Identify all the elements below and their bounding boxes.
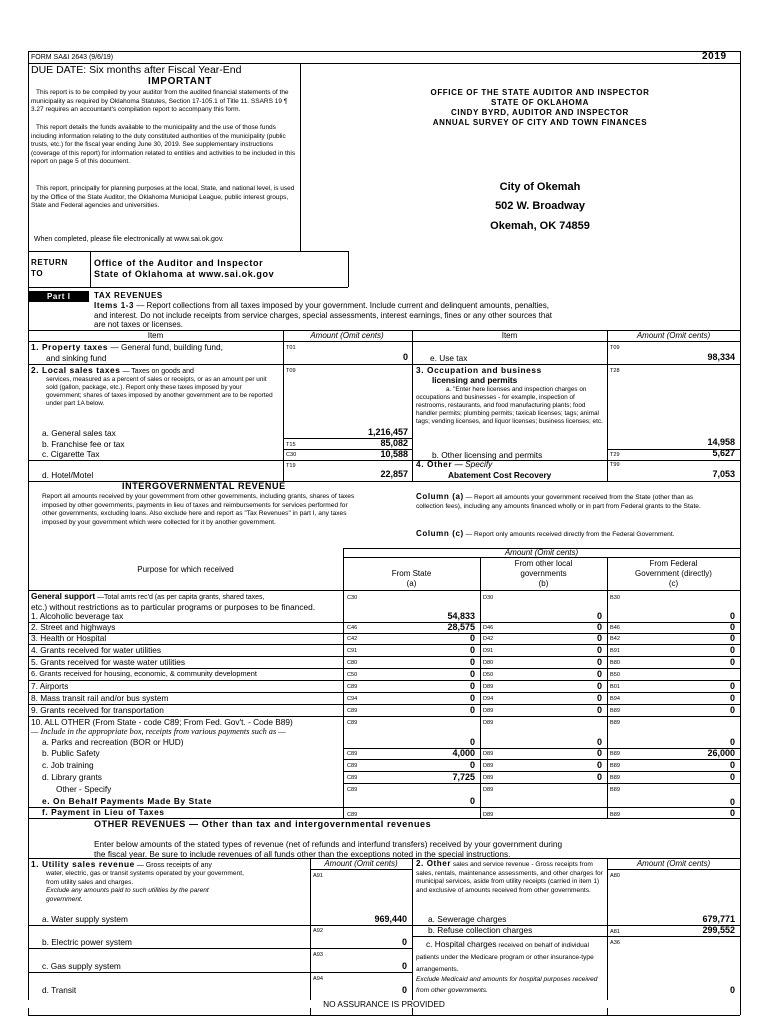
cigarette-label: c. Cigarette Tax [42, 449, 100, 459]
federal-value: 0 [729, 645, 735, 655]
federal-value: 0 [729, 657, 735, 667]
code-federal: B91 [610, 648, 620, 654]
gas-label: c. Gas supply system [42, 961, 121, 971]
federal-value: 0 [729, 760, 735, 770]
other-licenses-value: 5,627 [712, 448, 735, 458]
important-heading: IMPORTANT [148, 76, 213, 87]
no-assurance: NO ASSURANCE IS PROVIDED [28, 1000, 740, 1008]
code-federal: B89 [610, 708, 620, 714]
occupation-label-2: licensing and permits [432, 375, 518, 385]
local-value: 0 [596, 681, 602, 691]
code-d89: D89 [483, 812, 494, 818]
general-support-text: —Total amts rec'd (as per capita grants, shared taxes, [95, 594, 265, 601]
code-state: C50 [347, 672, 358, 678]
code-federal: B94 [610, 696, 620, 702]
intergov-desc: Report all amounts received by your government from other governments, including grants, shares of taxes imposed by other governments, payments in lieu of taxes and reimbursements for services performed for other governments, excluding loans. Also exclude here and report as "Tax Revenues" in part I, any taxes imposed by your government which were collected for it by another government. [42, 493, 355, 526]
local-value: 0 [596, 760, 602, 770]
hotel-label: d. Hotel/Motel [42, 470, 94, 480]
code-t19: T19 [286, 463, 296, 469]
code-local: D80 [483, 660, 494, 666]
use-tax-value: 98,334 [707, 352, 735, 362]
code-t15: T15 [286, 442, 296, 448]
col-c-head: Column (c) [416, 529, 464, 538]
rule [28, 948, 412, 949]
return-address-1: Office of the Auditor and Inspector [94, 258, 264, 268]
other-taxes-specify: — Specify [452, 459, 493, 469]
federal-value: 0 [729, 693, 735, 703]
code-d30: D30 [483, 595, 494, 601]
intergov-sub-label: b. Public Safety [42, 748, 100, 758]
local-value: 0 [596, 737, 602, 747]
state-value: 0 [469, 760, 475, 770]
property-taxes-value: 0 [402, 352, 408, 362]
state-value: 0 [469, 645, 475, 655]
col-amount: Amount (Omit cents) [636, 331, 711, 340]
instructions-3: This report, principally for planning purposes at the local, State, and national level, is used by the Office of the State Auditor, the Oklahoma Municipal League, public interest groups, State and Federal agencies and universities. [31, 185, 295, 210]
state-value: 0 [469, 633, 475, 643]
intergov-row-label: 9. Grants received for transportation [31, 705, 164, 715]
local-value: 0 [596, 705, 602, 715]
franchise-value: 85,082 [380, 438, 408, 448]
other-taxes-label: 4. Other [416, 459, 453, 469]
rule [310, 869, 412, 870]
gas-value: 0 [401, 961, 407, 971]
amount-head: Amount (Omit cents) [504, 548, 579, 557]
state-value: 0 [469, 681, 475, 691]
instructions-1: This report is to be compiled by your auditor from the audited financial statements of the municipality as required by Oklahoma Statutes, Section 17-105.1 of Title 11. SSARS 19 ¶ 3.27 requires an accountant's compilation report to accompany this form. [31, 89, 289, 114]
instructions-2: This report details the funds available to the municipality and the use of those funds including information relating to the duty constituted authorities of the municipality (public trusts, etc.) for the fiscal year ending June 30, 2019. See supplementary instructions (coverage of this report) for information related to entities and activities to be included in this report on page 5 of this document. [31, 124, 296, 166]
code-c89: C89 [347, 775, 358, 781]
from-fed-head-2: Government (directly) [635, 569, 712, 578]
items-text: — Report collections from all taxes imposed by your government. Include current and delinquent amounts, penalties, [134, 301, 549, 310]
col-c-text: — Report only amounts received directly from the Federal Government. [463, 531, 675, 538]
code-c30: C30 [347, 595, 358, 601]
intergov-row-label: 8. Mass transit rail and/or bus system [31, 693, 169, 703]
federal-value: 0 [729, 633, 735, 643]
rule [607, 869, 740, 870]
state-value: 0 [469, 737, 475, 747]
code-federal: B89 [610, 775, 620, 781]
items-text: are not taxes or licenses. [94, 320, 183, 329]
items-text: and interest. Do not include receipts from service charges, special assessments, interest earnings, fines or any other sources that [94, 311, 552, 320]
code-federal: B50 [610, 672, 620, 678]
franchise-label: b. Franchise fee or tax [42, 439, 125, 449]
code-a94: A94 [313, 976, 323, 982]
intergov-row-label: 4. Grants received for water utilities [31, 645, 162, 655]
occupation-desc: a. "Enter here licenses and inspection charges on occupations and businesses - for example, inspection of restrooms, restaurants, and food manufacturing plants; food handler permits; plumbing permits; taxicab licenses; tags; animal tags; vending licenses, and liquor licenses; business licenses; etc. [416, 386, 603, 425]
code-local: D89 [483, 775, 494, 781]
col-divider [412, 330, 413, 481]
utility-desc: water, electric, gas or transit systems operated by your government, from utility sales and charges. [46, 870, 244, 886]
abatement-value: 7,053 [712, 469, 735, 479]
rule [28, 330, 740, 331]
col-divider [310, 858, 311, 1015]
code-local: D50 [483, 672, 494, 678]
pilot-label: f. Payment in Lieu of Taxes [42, 807, 165, 817]
code-a92: A92 [313, 928, 323, 934]
local-value: 0 [596, 772, 602, 782]
code-t09: T09 [286, 368, 296, 374]
other-specify-label: Other - Specify [56, 784, 112, 794]
occupation-value: 14,958 [707, 437, 735, 447]
code-local: D89 [483, 751, 494, 757]
state-value: 28,575 [447, 622, 475, 632]
state-value: 0 [469, 669, 475, 679]
col-amount: Amount (Omit cents) [310, 331, 384, 340]
code-local: D89 [483, 708, 494, 714]
rule [28, 622, 740, 623]
federal-value: 0 [729, 622, 735, 632]
code-c89: C89 [347, 751, 358, 757]
code-a81: A81 [610, 929, 620, 935]
local-value: 0 [596, 693, 602, 703]
other-licenses-label: b. Other licensing and permits [432, 450, 543, 460]
local-value: 0 [596, 611, 602, 621]
federal-value: 0 [729, 681, 735, 691]
code-state: C46 [347, 625, 358, 631]
amount-head: Amount (Omit cents) [636, 859, 711, 868]
utility-text: — Gross receipts of any [134, 862, 212, 869]
from-fed-sub: (c) [668, 579, 679, 588]
federal-value: 0 [729, 772, 735, 782]
from-local-sub: (b) [538, 579, 549, 588]
rule [28, 590, 740, 591]
local-value: 0 [596, 748, 602, 758]
utility-label: 1. Utility sales revenue [31, 859, 135, 869]
col-divider [607, 330, 608, 481]
federal-value: 26,000 [707, 748, 735, 758]
col-divider [283, 330, 284, 481]
form-year: 2019 [702, 51, 727, 62]
rule [28, 972, 412, 973]
code-state: C80 [347, 660, 358, 666]
code-a91: A91 [313, 873, 323, 879]
abatement-label: Abatement Cost Recovery [448, 470, 552, 480]
col-a-head: Column (a) [416, 492, 464, 501]
code-a93: A93 [313, 952, 323, 958]
rule [343, 771, 740, 772]
code-b30: B30 [610, 595, 620, 601]
code-state: C91 [347, 648, 358, 654]
code-c89: C89 [347, 763, 358, 769]
general-support-label: General support [31, 591, 96, 601]
federal-value: 0 [729, 737, 735, 747]
local-value: 0 [596, 657, 602, 667]
purpose-head: Purpose for which received [137, 565, 234, 574]
office-line-1: OFFICE OF THE STATE AUDITOR AND INSPECTOR [430, 88, 650, 97]
hospital-text: received on behalf of individual patients under the Medicare program or other insurance-type arrangements. [416, 942, 594, 973]
return-divider [90, 251, 91, 287]
local-value: 0 [596, 622, 602, 632]
sales-taxes-label: 2. Local sales taxes [31, 365, 121, 375]
office-line-3: CINDY BYRD, AUDITOR AND INSPECTOR [451, 108, 629, 117]
code-local: D89 [483, 763, 494, 769]
code-c30: C30 [286, 452, 297, 458]
refuse-value: 299,552 [702, 925, 735, 935]
col-a-text: — Report all amounts your government received from the State (other than as collection fees), including any amounts financed wholly or in part from Federal grants to the State. [416, 494, 701, 510]
code-b89: B89 [610, 787, 620, 793]
code-t28: T28 [610, 368, 620, 374]
code-local: D94 [483, 696, 494, 702]
electric-label: b. Electric power system [42, 937, 132, 947]
code-d89: D89 [483, 787, 494, 793]
other-sales-label: 2. Other [416, 859, 452, 868]
code-t01: T01 [286, 345, 296, 351]
from-local-head: From other local [514, 559, 573, 568]
return-divider [348, 251, 349, 287]
code-federal: B80 [610, 660, 620, 666]
hotel-value: 22,857 [380, 469, 408, 479]
hospital-label: c. Hospital charges [426, 939, 497, 949]
code-d89: D89 [483, 720, 494, 726]
intergov-sub-label: c. Job training [42, 760, 94, 770]
code-a36: A36 [610, 940, 620, 946]
top-rule [28, 51, 740, 52]
intergov-row-label: 6. Grants received for housing, economic, & community development [31, 669, 257, 678]
sales-taxes-text: — Taxes on goods and [120, 368, 194, 375]
code-federal: B42 [610, 636, 620, 642]
intergov-row-label: 5. Grants received for waste water utilities [31, 657, 186, 667]
header-divider [300, 63, 301, 251]
property-taxes-text: — General fund, building fund, [108, 342, 223, 352]
pilot-fed-value: 0 [729, 808, 735, 818]
local-value: 0 [596, 645, 602, 655]
address-city-state: Okemah, OK 74859 [490, 220, 590, 232]
local-value: 0 [596, 633, 602, 643]
other-revenues-intro-2: the fiscal year. Be sure to include revenues of all funds other than the exceptions noted in the special instructions. [94, 849, 511, 859]
transit-label: d. Transit [42, 985, 77, 995]
state-value: 0 [469, 705, 475, 715]
code-b89: B89 [610, 812, 620, 818]
right-border [740, 51, 741, 1015]
code-a80: A80 [610, 873, 620, 879]
federal-value: 0 [729, 611, 735, 621]
rule [343, 783, 740, 784]
water-value: 969,440 [374, 914, 407, 924]
other10-label: 10. ALL OTHER (From State - code C89; From Fed. Gov't. - Code B89) [31, 717, 293, 727]
sales-taxes-desc: services, measured as a percent of sales or receipts, or as an amount per unit sold (gallon, package, etc.). Report only these taxes imposed by your government; shares of taxes imposed by another government are to be reported under part 1A below. [46, 376, 273, 407]
intergov-sub-label: a. Parks and recreation (BOR or HUD) [42, 737, 184, 747]
sewerage-label: a. Sewerage charges [428, 914, 507, 924]
col-divider [480, 557, 481, 818]
electric-value: 0 [401, 937, 407, 947]
return-address-2: State of Oklahoma at www.sai.ok.gov [94, 269, 275, 279]
intergov-row-label: 1. Alcoholic beverage tax [31, 611, 124, 621]
property-taxes-label: 1. Property taxes [31, 342, 109, 352]
federal-value: 0 [729, 705, 735, 715]
code-state: C89 [347, 684, 358, 690]
file-electronically: When completed, please file electronically at www.sai.ok.gov. [34, 236, 224, 243]
general-sales-label: a. General sales tax [42, 428, 116, 438]
use-tax-label: e. Use tax [430, 353, 468, 363]
other-revenues-title: OTHER REVENUES — Other than tax and intergovernmental revenues [94, 819, 432, 829]
state-value: 0 [469, 657, 475, 667]
general-support-text-2: etc.) without restrictions as to particular programs or purposes to be financed. [31, 602, 316, 612]
transit-value: 0 [401, 985, 407, 995]
refuse-label: b. Refuse collection charges [428, 925, 533, 935]
code-state: C94 [347, 696, 358, 702]
code-federal: B89 [610, 751, 620, 757]
bottom-rule [28, 1015, 740, 1016]
office-line-2: STATE OF OKLAHOMA [491, 98, 589, 107]
rule [28, 287, 348, 288]
rule [343, 557, 740, 558]
form-id: FORM SA&I 2643 (9/6/19) [31, 54, 114, 61]
intergov-row-label: 2. Street and highways [31, 622, 116, 632]
occupation-label: 3. Occupation and business [416, 365, 542, 375]
state-value: 4,000 [452, 748, 475, 758]
col-divider [343, 548, 344, 818]
intergov-row-label: 7. Airports [31, 681, 69, 691]
on-behalf-value: 0 [469, 796, 475, 806]
address-street: 502 W. Broadway [495, 200, 585, 212]
rule [28, 925, 412, 926]
other-revenues-intro: Enter below amounts of the stated types of revenue (net of refunds and interfund transfers) received by your government during [94, 839, 563, 849]
state-value: 54,833 [447, 611, 475, 621]
code-federal: B46 [610, 625, 620, 631]
water-label: a. Water supply system [42, 914, 128, 924]
office-line-4: ANNUAL SURVEY OF CITY AND TOWN FINANCES [432, 118, 648, 127]
intergov-title: INTERGOVERNMENTAL REVENUE [122, 481, 286, 491]
on-behalf-fed-value: 0 [729, 797, 735, 807]
address-city: City of Okemah [499, 181, 581, 193]
items-head: Items 1-3 [94, 301, 135, 310]
part-label: Part I [47, 292, 71, 301]
code-t09: T09 [610, 345, 620, 351]
rule [28, 633, 740, 634]
code-c89: C89 [347, 812, 358, 818]
rule [343, 759, 740, 760]
hospital-exclude: Exclude Medicaid and amounts for hospital purposes received from other governments. [416, 976, 598, 994]
intergov-sub-label: d. Library grants [42, 772, 102, 782]
sewerage-value: 679,771 [702, 914, 735, 924]
cigarette-value: 10,588 [380, 449, 408, 459]
return-label: RETURN [31, 258, 68, 267]
code-c89: C89 [347, 787, 358, 793]
rule [28, 680, 740, 681]
other10-note: — Include in the appropriate box, receipts from various payments such as — [31, 727, 286, 736]
code-state: C89 [347, 708, 358, 714]
hospital-value: 0 [729, 985, 735, 995]
other-sales-text: sales and service revenue - Gross receipts from sales, rentals, maintenance assessments, and other charges for municipal services, aside from utility receipts (carried in item 1) and exclusive of amounts received from other governments. [416, 861, 603, 894]
intergov-row-label: 3. Health or Hospital [31, 633, 107, 643]
rule [28, 251, 348, 252]
code-state: C42 [347, 636, 358, 642]
state-value: 0 [469, 693, 475, 703]
code-t99: T99 [610, 462, 620, 468]
from-local-head-2: governments [520, 569, 567, 578]
on-behalf-label: e. On Behalf Payments Made By State [42, 796, 212, 806]
left-border [28, 51, 29, 1015]
rule [412, 936, 740, 937]
col-divider [607, 557, 608, 818]
code-c89: C89 [347, 720, 358, 726]
state-value: 7,725 [452, 772, 475, 782]
utility-exclude: Exclude any amounts paid to such utilities by the parent government. [46, 887, 209, 903]
tax-revenues-title: TAX REVENUES [94, 291, 163, 300]
code-local: D42 [483, 636, 494, 642]
from-state-head: From State [391, 569, 432, 578]
rule [28, 460, 412, 461]
property-taxes-text: and sinking fund [46, 353, 107, 363]
code-b89: B89 [610, 720, 620, 726]
return-label: TO [31, 269, 44, 278]
code-federal: B89 [610, 763, 620, 769]
col-item: Item [501, 331, 518, 340]
col-item: Item [147, 331, 164, 340]
amount-head: Amount (Omit cents) [324, 859, 398, 868]
code-t29: T29 [610, 452, 620, 458]
general-sales-value: 1,216,457 [367, 427, 408, 437]
local-value: 0 [596, 669, 602, 679]
code-local: D91 [483, 648, 494, 654]
code-federal: B01 [610, 684, 620, 690]
code-local: D46 [483, 625, 494, 631]
code-local: D89 [483, 684, 494, 690]
from-state-sub: (a) [406, 579, 417, 588]
from-fed-head: From Federal [649, 559, 698, 568]
due-date: DUE DATE: Six months after Fiscal Year-End [31, 64, 242, 76]
